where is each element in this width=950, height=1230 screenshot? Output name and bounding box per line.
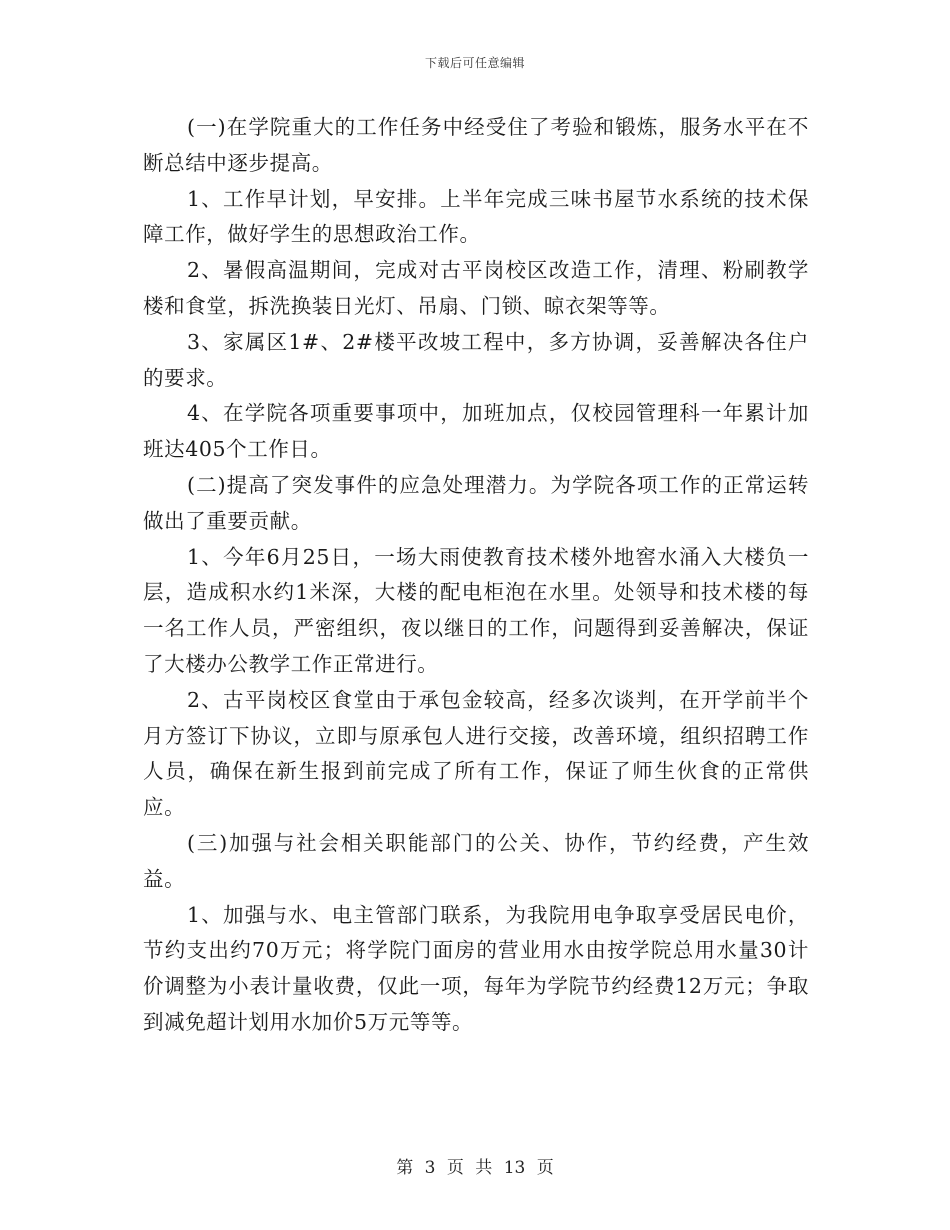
paragraph-section-2-heading: (二)提高了突发事件的应急处理潜力。为学院各项工作的正常运转做出了重要贡献。 [143,472,809,533]
document-body [143,110,809,1041]
paragraph-item-2-1: 1、今年6月25日，一场大雨使教育技术楼外地窖水涌入大楼负一层，造成积水约1米深，大楼的配电柜泡在水里。处领导和技术楼的每一名工作人员，严密组织，夜以继日的工作，问题得到妥善解决，保证了大楼办公教学工作正常进行。 [143,544,809,676]
paragraph-item-1-2: 2、暑假高温期间，完成对古平岗校区改造工作，清理、粉刷教学楼和食堂，拆洗换装日光灯、吊扇、门锁、晾衣架等等。 [143,258,809,318]
paragraph-section-3-heading: (三)加强与社会相关职能部门的公关、协作，节约经费，产生效益。 [143,830,809,891]
paragraph-item-1-1: 1、工作早计划，早安排。上半年完成三味书屋节水系统的技术保障工作，做好学生的思想政治工作。 [143,186,809,247]
paragraph-item-2-2: 2、古平岗校区食堂由于承包金较高，经多次谈判，在开学前半个月方签订下协议，立即与原承包人进行交接，改善环境，组织招聘工作人员，确保在新生报到前完成了所有工作，保证了师生伙食的正常供应。 [143,687,809,820]
paragraph-item-1-4: 4、在学院各项重要事项中，加班加点，仅校园管理科一年累计加班达405个工作日。 [143,401,809,462]
paragraph-item-1-3: 3、家属区1#、2#楼平改坡工程中，多方协调，妥善解决各住户的要求。 [143,329,809,390]
paragraph-section-1-heading: (一)在学院重大的工作任务中经受住了考验和锻炼，服务水平在不断总结中逐步提高。 [143,115,809,175]
page-number-footer: 第 3 页 共 13 页 [396,1158,554,1178]
paragraph-item-3-1: 1、加强与水、电主管部门联系，为我院用电争取享受居民电价，节约支出约70万元；将学院门面房的营业用水由按学院总用水量30计价调整为小表计量收费，仅此一项，每年为学院节约经费12万元；争取到减免超计划用水加价5万元等等。 [143,902,809,1034]
page-header: 下载后可任意编辑 [424,56,525,70]
